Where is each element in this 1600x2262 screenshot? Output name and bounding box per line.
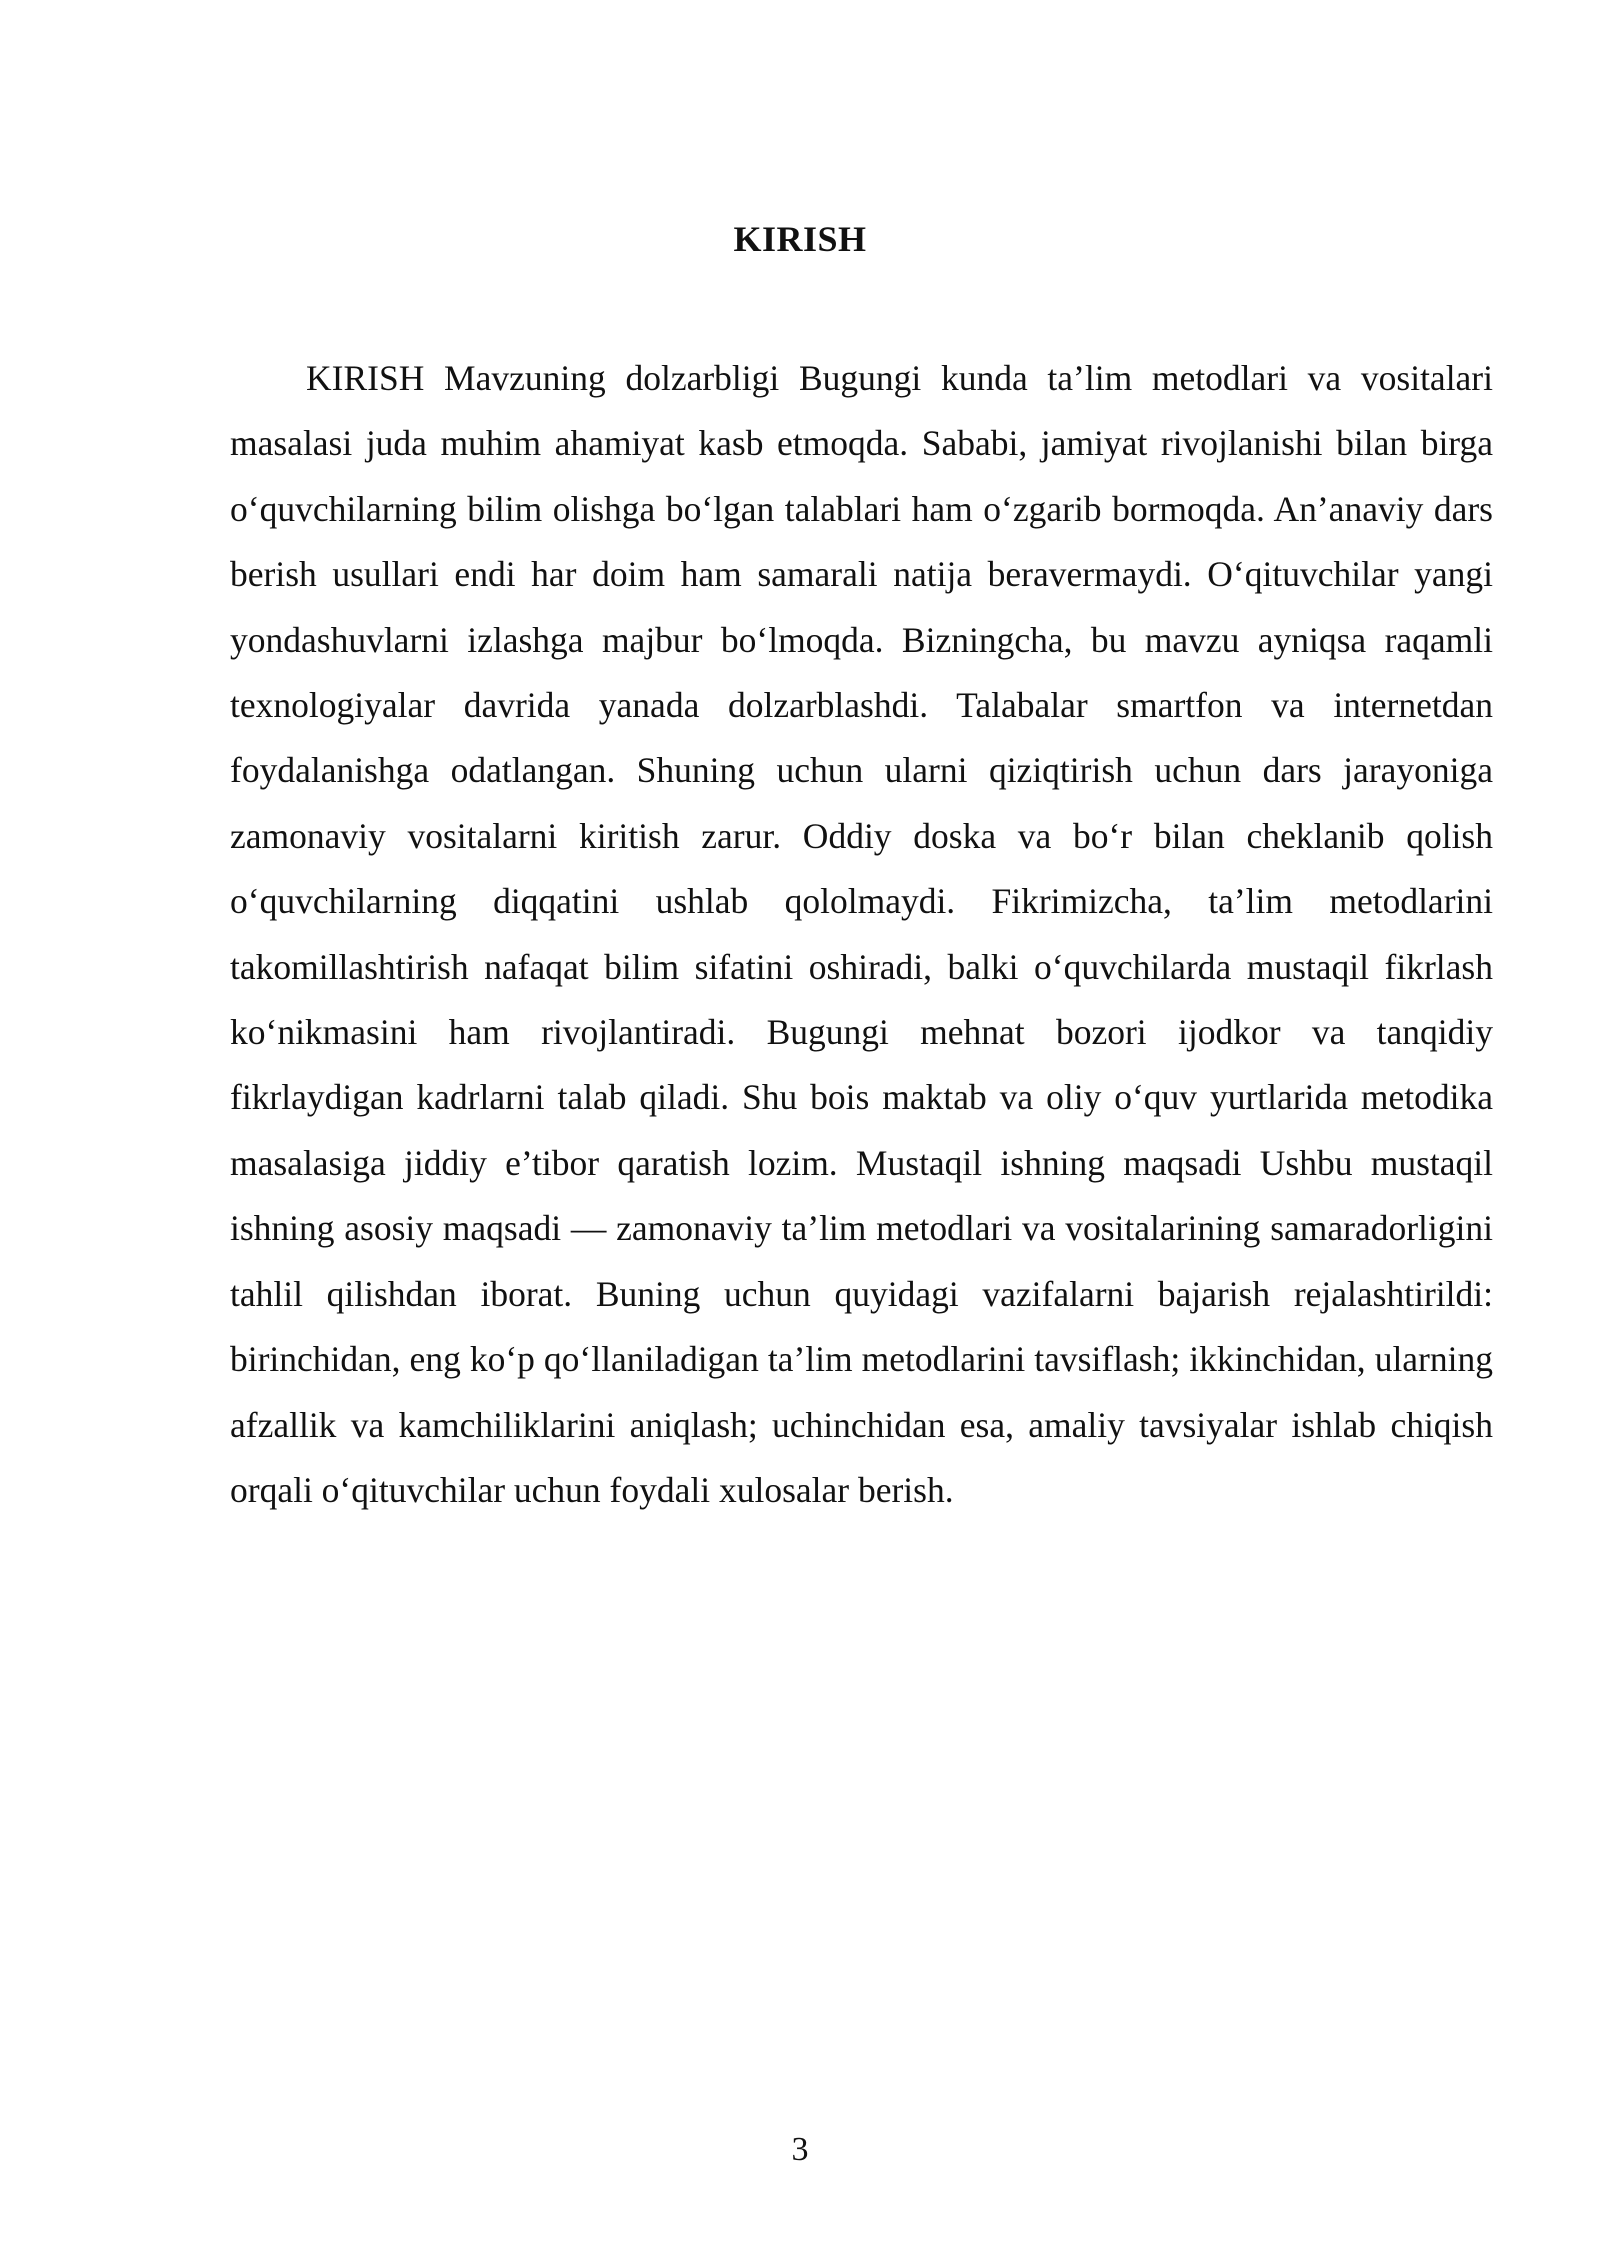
body-paragraph: KIRISH Mavzuning dolzarbligi Bugungi kunda ta’lim metodlari va vositalari masalasi juda muhim ahamiyat kasb etmoqda. Sababi, jamiyat rivojlanishi bilan birga o‘quvchilarning bilim olishga bo‘lgan talablari ham o‘zgarib bormoqda. An’anaviy dars berish usullari endi har doim ham samarali natija beravermaydi. O‘qituvchilar yangi yondashuvlarni izlashga majbur bo‘lmoqda. Bizningcha, bu mavzu ayniqsa raqamli texnologiyalar davrida yanada dolzarblashdi. Talabalar smartfon va internetdan foydalanishga odatlangan. Shuning uchun ularni qiziqtirish uchun dars jarayoniga zamonaviy vositalarni kiritish zarur. Oddiy doska va bo‘r bilan cheklanib qolish o‘quvchilarning diqqatini ushlab qololmaydi. Fikrimizcha, ta’lim metodlarini takomillashtirish nafaqat bilim sifatini oshiradi, balki o‘quvchilarda mustaqil fikrlash ko‘nikmasini ham rivojlantiradi. Bugungi mehnat bozori ijodkor va tanqidiy fikrlaydigan kadrlarni talab qiladi. Shu bois maktab va oliy o‘quv yurtlarida metodika masalasiga jiddiy e’tibor qaratish lozim. Mustaqil ishning maqsadi Ushbu mustaqil ishning asosiy maqsadi — zamonaviy ta’lim metodlari va vositalarining samaradorligini tahlil qilishdan iborat. Buning uchun quyidagi vazifalarni bajarish rejalashtirildi: birinchidan, eng ko‘p qo‘llaniladigan ta’lim metodlarini tavsiflash; ikkinchidan, ularning afzallik va kamchiliklarini aniqlash; uchinchidan esa, amaliy tavsiyalar ishlab chiqish orqali o‘qituvchilar uchun foydali xulosalar berish. xyxy=(230,358,1493,1510)
page-number: 3 xyxy=(791,2131,809,2168)
page-title: KIRISH xyxy=(733,219,867,259)
